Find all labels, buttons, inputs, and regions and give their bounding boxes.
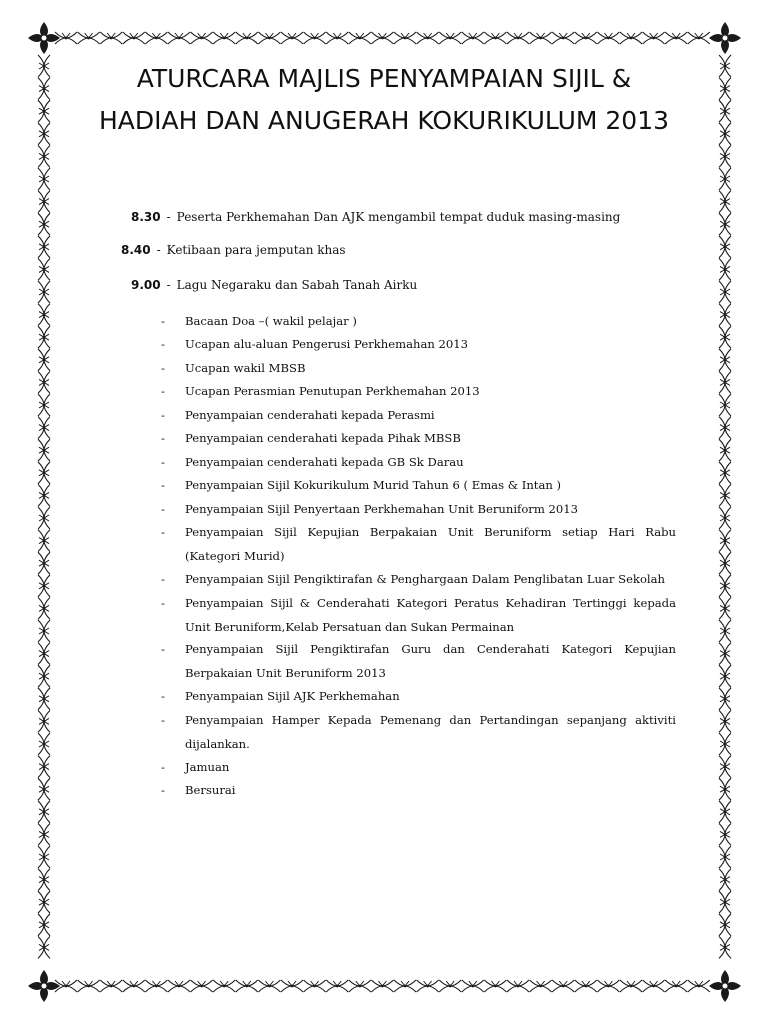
list-item-text: Ucapan Perasmian Penutupan Perkhemahan 2013 xyxy=(185,384,480,398)
border-ornament xyxy=(462,32,484,44)
corner-ornament xyxy=(709,22,741,54)
list-bullet: - xyxy=(161,408,165,422)
schedule-time: 9.00 xyxy=(131,278,161,292)
list-item-text: Penyampaian Sijil & Cenderahati Kategori Peratus Kehadiran Tertinggi kepada Unit Beruniform,Kelab Persatuan dan Sukan Permainan xyxy=(185,596,676,634)
border-ornament xyxy=(258,980,280,992)
border-ornament xyxy=(38,801,50,823)
border-ornament xyxy=(38,891,50,913)
border-ornament xyxy=(575,980,597,992)
border-ornament xyxy=(326,32,348,44)
border-ornament xyxy=(719,665,731,687)
border-ornament xyxy=(719,258,731,280)
border-ornament xyxy=(719,778,731,800)
list-bullet: - xyxy=(161,783,165,797)
list-bullet: - xyxy=(161,689,165,703)
border-ornament xyxy=(38,575,50,597)
corner-ornament xyxy=(709,970,741,1002)
list-item xyxy=(161,756,676,780)
border-ornament xyxy=(643,980,665,992)
border-ornament xyxy=(719,462,731,484)
border-ornament xyxy=(719,575,731,597)
border-ornament xyxy=(643,32,665,44)
list-bullet: - xyxy=(161,760,165,774)
border-ornament xyxy=(38,213,50,235)
border-ornament xyxy=(719,530,731,552)
list-bullet: - xyxy=(161,713,165,727)
border-ornament xyxy=(719,688,731,710)
list-item xyxy=(161,310,676,334)
border-ornament xyxy=(462,980,484,992)
schedule-text: Lagu Negaraku dan Sabah Tanah Airku xyxy=(176,278,418,292)
list-item xyxy=(161,638,676,685)
border-ornament xyxy=(38,936,50,958)
border-ornament xyxy=(168,32,190,44)
border-ornament xyxy=(719,756,731,778)
border-ornament xyxy=(719,304,731,326)
border-ornament xyxy=(236,980,258,992)
border-ornament xyxy=(620,980,642,992)
list-bullet: - xyxy=(161,455,165,469)
border-ornament xyxy=(38,258,50,280)
border-ornament xyxy=(38,823,50,845)
list-item xyxy=(161,779,676,803)
border-ornament xyxy=(38,597,50,619)
list-item-text: Jamuan xyxy=(185,760,230,774)
border-ornament xyxy=(38,530,50,552)
border-ornament xyxy=(38,643,50,665)
border-ornament xyxy=(719,439,731,461)
list-bullet: - xyxy=(161,525,165,539)
list-item xyxy=(161,404,676,428)
border-ornament xyxy=(719,869,731,891)
border-ornament xyxy=(38,326,50,348)
border-ornament xyxy=(719,643,731,665)
border-ornament xyxy=(38,914,50,936)
list-item-text: Penyampaian Sijil Pengiktirafan & Penghargaan Dalam Penglibatan Luar Sekolah xyxy=(185,572,666,586)
list-bullet: - xyxy=(161,478,165,492)
border-ornament xyxy=(145,980,167,992)
border-ornament xyxy=(417,980,439,992)
border-ornament xyxy=(719,507,731,529)
border-ornament xyxy=(719,145,731,167)
schedule-text: Peserta Perkhemahan Dan AJK mengambil tempat duduk masing-masing xyxy=(176,210,621,224)
border-ornament xyxy=(507,32,529,44)
border-ornament xyxy=(38,394,50,416)
border-ornament xyxy=(38,552,50,574)
border-ornament xyxy=(719,281,731,303)
border-ornament xyxy=(38,756,50,778)
list-item-text: Penyampaian cenderahati kepada GB Sk Darau xyxy=(185,455,464,469)
list-item-text: Penyampaian Hamper Kepada Pemenang dan Pertandingan sepanjang aktiviti dijalankan. xyxy=(185,713,676,751)
border-ornament xyxy=(719,620,731,642)
border-ornament xyxy=(38,733,50,755)
border-ornament xyxy=(688,32,710,44)
border-ornament xyxy=(213,32,235,44)
border-ornament xyxy=(38,236,50,258)
list-bullet: - xyxy=(161,361,165,375)
border-ornament xyxy=(38,688,50,710)
border-ornament xyxy=(719,846,731,868)
border-ornament xyxy=(719,801,731,823)
border-ornament xyxy=(439,32,461,44)
border-ornament xyxy=(394,980,416,992)
list-bullet: - xyxy=(161,314,165,328)
border-ornament xyxy=(78,980,100,992)
border-ornament xyxy=(597,32,619,44)
border-ornament xyxy=(719,371,731,393)
border-ornament xyxy=(719,936,731,958)
border-ornament xyxy=(530,980,552,992)
corner-ornament xyxy=(28,970,60,1002)
schedule-text: Ketibaan para jemputan khas xyxy=(166,243,346,257)
list-item xyxy=(161,427,676,451)
border-ornament xyxy=(719,326,731,348)
border-ornament xyxy=(349,32,371,44)
border-ornament xyxy=(719,236,731,258)
border-ornament xyxy=(191,32,213,44)
border-ornament xyxy=(719,417,731,439)
list-item-text: Ucapan wakil MBSB xyxy=(185,361,306,375)
list-item-text: Penyampaian Sijil Penyertaan Perkhemahan Unit Beruniform 2013 xyxy=(185,502,579,516)
border-ornament xyxy=(530,32,552,44)
border-ornament xyxy=(38,145,50,167)
border-ornament xyxy=(191,980,213,992)
list-item xyxy=(161,568,676,592)
border-ornament xyxy=(597,980,619,992)
list-item xyxy=(161,474,676,498)
border-ornament xyxy=(507,980,529,992)
border-ornament xyxy=(719,484,731,506)
border-ornament xyxy=(688,980,710,992)
border-ornament xyxy=(326,980,348,992)
schedule-separator: - xyxy=(156,243,161,257)
border-ornament xyxy=(38,620,50,642)
list-item-text: Ucapan alu-aluan Pengerusi Perkhemahan 2013 xyxy=(185,337,469,351)
page-title-line-1: ATURCARA MAJLIS PENYAMPAIAN SIJIL & xyxy=(136,64,632,93)
border-ornament xyxy=(371,32,393,44)
border-ornament xyxy=(484,980,506,992)
border-ornament xyxy=(552,32,574,44)
border-ornament xyxy=(575,32,597,44)
list-item xyxy=(161,709,676,756)
border-ornament xyxy=(145,32,167,44)
list-item-text: Bersurai xyxy=(185,783,236,797)
border-ornament xyxy=(100,980,122,992)
border-ornament xyxy=(78,32,100,44)
border-ornament xyxy=(371,980,393,992)
list-item-text: Penyampaian Sijil Kepujian Berpakaian Unit Beruniform setiap Hari Rabu (Kategori Murid) xyxy=(185,525,676,563)
corner-ornament xyxy=(28,22,60,54)
border-ornament xyxy=(38,507,50,529)
border-ornament xyxy=(719,191,731,213)
border-ornament xyxy=(38,191,50,213)
border-ornament xyxy=(719,394,731,416)
list-item-text: Penyampaian Sijil Kokurikulum Murid Tahun 6 ( Emas & Intan ) xyxy=(185,478,562,492)
border-ornament xyxy=(417,32,439,44)
border-ornament xyxy=(281,980,303,992)
list-bullet: - xyxy=(161,337,165,351)
list-item xyxy=(161,380,676,404)
border-ornament xyxy=(38,417,50,439)
border-ornament xyxy=(38,778,50,800)
border-ornament xyxy=(304,32,326,44)
list-item xyxy=(161,521,676,568)
list-item-text: Penyampaian Sijil AJK Perkhemahan xyxy=(185,689,400,703)
border-ornament xyxy=(100,32,122,44)
border-ornament xyxy=(719,597,731,619)
border-ornament xyxy=(552,980,574,992)
border-ornament xyxy=(38,462,50,484)
list-item-text: Penyampaian cenderahati kepada Pihak MBSB xyxy=(185,431,461,445)
border-ornament xyxy=(719,823,731,845)
border-ornament xyxy=(55,32,77,44)
schedule-separator: - xyxy=(166,278,171,292)
list-bullet: - xyxy=(161,642,165,656)
border-ornament xyxy=(38,846,50,868)
schedule-separator: - xyxy=(166,210,171,224)
list-bullet: - xyxy=(161,596,165,610)
list-bullet: - xyxy=(161,572,165,586)
border-ornament xyxy=(484,32,506,44)
border-ornament xyxy=(123,32,145,44)
border-ornament xyxy=(304,980,326,992)
border-ornament xyxy=(620,32,642,44)
list-item-text: Penyampaian Sijil Pengiktirafan Guru dan Cenderahati Kategori Kepujian Berpakaian Unit Beruniform 2013 xyxy=(185,642,676,680)
border-ornament xyxy=(38,371,50,393)
list-item xyxy=(161,357,676,381)
border-ornament xyxy=(38,439,50,461)
border-ornament xyxy=(665,32,687,44)
border-ornament xyxy=(236,32,258,44)
border-ornament xyxy=(349,980,371,992)
list-bullet: - xyxy=(161,502,165,516)
list-bullet: - xyxy=(161,384,165,398)
list-bullet: - xyxy=(161,431,165,445)
border-ornament xyxy=(719,552,731,574)
list-item-text: Penyampaian cenderahati kepada Perasmi xyxy=(185,408,435,422)
list-item xyxy=(161,592,676,639)
border-ornament xyxy=(719,891,731,913)
border-ornament xyxy=(38,168,50,190)
schedule-row xyxy=(121,242,346,258)
border-ornament xyxy=(258,32,280,44)
border-ornament xyxy=(168,980,190,992)
border-ornament xyxy=(38,665,50,687)
page-title-line-2: HADIAH DAN ANUGERAH KOKURIKULUM 2013 xyxy=(98,106,670,135)
border-ornament xyxy=(719,213,731,235)
border-ornament xyxy=(38,710,50,732)
border-ornament xyxy=(665,980,687,992)
schedule-row xyxy=(131,277,417,293)
border-ornament xyxy=(213,980,235,992)
list-item xyxy=(161,333,676,357)
border-ornament xyxy=(38,281,50,303)
border-ornament xyxy=(719,168,731,190)
list-item xyxy=(161,451,676,475)
schedule-row xyxy=(131,209,620,225)
border-ornament xyxy=(281,32,303,44)
border-ornament xyxy=(719,349,731,371)
schedule-time: 8.30 xyxy=(131,210,161,224)
schedule-time: 8.40 xyxy=(121,243,151,257)
border-ornament xyxy=(38,869,50,891)
border-ornament xyxy=(38,484,50,506)
border-ornament xyxy=(719,733,731,755)
border-ornament xyxy=(719,710,731,732)
list-item-text: Bacaan Doa –( wakil pelajar ) xyxy=(185,314,357,328)
border-ornament xyxy=(38,349,50,371)
list-item xyxy=(161,498,676,522)
border-ornament xyxy=(439,980,461,992)
border-ornament xyxy=(38,304,50,326)
border-ornament xyxy=(123,980,145,992)
border-ornament xyxy=(55,980,77,992)
border-ornament xyxy=(719,914,731,936)
list-item xyxy=(161,685,676,709)
border-ornament xyxy=(394,32,416,44)
